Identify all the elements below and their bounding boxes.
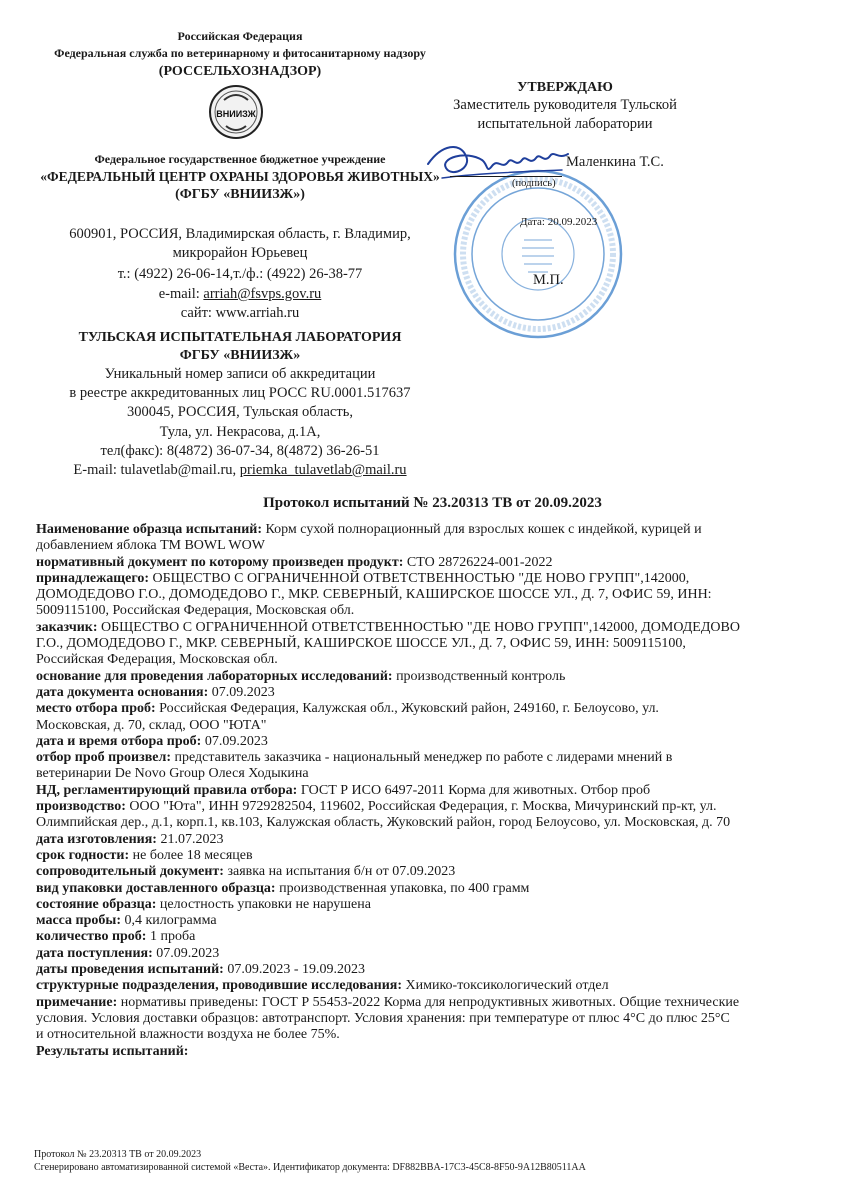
package-value: производственная упаковка, по 400 грамм	[279, 880, 530, 896]
accompanying-doc-label: сопроводительный документ:	[36, 864, 224, 880]
manufacture-date-label: дата изготовления:	[36, 831, 157, 847]
mass-value: 0,4 килограмма	[124, 913, 217, 929]
accompanying-doc-row	[36, 864, 836, 880]
vniizzh-logo	[208, 82, 264, 142]
accreditation-line-2: в реестре аккредитованных лиц РОСС RU.0001.517637	[69, 385, 411, 401]
owner-value: ОБЩЕСТВО С ОГРАНИЧЕННОЙ ОТВЕТСТВЕННОСТЬЮ "ДЕ НОВО ГРУПП",142000,	[152, 570, 690, 586]
note-row	[36, 995, 836, 1011]
sampler-row	[36, 750, 836, 766]
count-label: количество проб:	[36, 929, 147, 945]
manufacture-date-row	[36, 832, 836, 848]
doc-date-row	[36, 685, 836, 701]
institution-short: (ФГБУ «ВНИИЗЖ»)	[175, 187, 305, 202]
sample-name-value: Корм сухой полнорационный для взрослых кошек с индейкой, курицей и	[265, 522, 702, 537]
sampler-row-cont: ветеринарии De Novo Group Олеся Ходыкина	[36, 766, 309, 782]
test-dates-value: 07.09.2023 - 19.09.2023	[227, 962, 365, 978]
producer-row	[36, 799, 836, 815]
sampler-value: представитель заказчика - национальный менеджер по работе с лидерами мнений в	[174, 750, 673, 766]
note-label: примечание:	[36, 994, 118, 1010]
customer-row	[36, 620, 836, 636]
lab-address-line-2: Тула, ул. Некрасова, д.1А,	[159, 424, 321, 440]
protocol-title: Протокол испытаний № 23.20313 ТВ от 20.09.2023	[263, 495, 602, 511]
lab-phone: тел(факс): 8(4872) 36-07-34, 8(4872) 36-26-51	[100, 443, 380, 459]
country: Российская Федерация	[177, 29, 303, 43]
lab-email-line	[20, 462, 460, 479]
lab-email-1: E-mail: tulavetlab@mail.ru,	[73, 462, 237, 478]
norm-doc-row	[36, 555, 836, 571]
sampling-place-value: Российская Федерация, Калужская обл., Жуковский район, 249160, г. Белоусово, ул.	[159, 701, 659, 717]
phone: т.: (4922) 26-06-14,т./ф.: (4922) 26-38-77	[117, 266, 363, 282]
shelf-life-value: не более 18 месяцев	[132, 847, 253, 863]
owner-row-cont-1: ДОМОДЕДОВО Г.О., ДОМОДЕДОВО Г., МКР. СЕВЕРНЫЙ, КАШИРСКОЕ ШОССЕ УЛ., Д. 7, ОФИС 59, ИНН:	[36, 587, 712, 603]
agency-name: Федеральная служба по ветеринарному и фитосанитарному надзору	[54, 46, 426, 60]
round-stamp	[452, 168, 624, 340]
producer-label: производство:	[36, 799, 126, 815]
signature-caption: (подпись)	[512, 178, 556, 189]
package-row	[36, 881, 836, 897]
institution-type: Федеральное государственное бюджетное учреждение	[94, 152, 386, 166]
norm-doc-value: СТО 28726224-001-2022	[406, 554, 553, 570]
protocol-body	[36, 522, 836, 1060]
note-value: нормативы приведены: ГОСТ Р 55453-2022 Корма для непродуктивных животных. Общие технические	[120, 994, 740, 1010]
owner-row	[36, 571, 836, 587]
test-dates-row	[36, 962, 836, 978]
email-label: e-mail:	[158, 286, 200, 302]
sample-name-label: Наименование образца испытаний:	[36, 522, 262, 537]
email-link[interactable]: arriah@fsvps.gov.ru	[203, 286, 322, 302]
basis-row	[36, 669, 836, 685]
doc-date-label: дата документа основания:	[36, 684, 209, 700]
owner-row-cont-2: 5009115100, Российская Федерация, Московская обл.	[36, 603, 355, 619]
signature-line	[450, 176, 562, 177]
shelf-life-row	[36, 848, 836, 864]
producer-value: ООО "Юта", ИНН 9729282504, 119602, Российская Федерация, г. Москва, Мичуринский пр-кт, ул.	[129, 799, 717, 815]
approval-date: Дата: 20.09.2023	[520, 216, 598, 228]
footer-protocol: Протокол № 23.20313 ТВ от 20.09.2023	[34, 1149, 202, 1160]
sampling-place-row-cont: Московская, д. 70, склад, ООО "ЮТА"	[36, 717, 267, 733]
sampling-rules-value: ГОСТ Р ИСО 6497-2011 Корма для животных. Отбор проб	[300, 782, 651, 798]
sample-name-row-cont: добавлением яблока ТМ BOWL WOW	[36, 538, 265, 554]
agency-short: (РОССЕЛЬХОЗНАДЗОР)	[158, 64, 322, 79]
lab-name: ТУЛЬСКАЯ ИСПЫТАТЕЛЬНАЯ ЛАБОРАТОРИЯ	[78, 330, 402, 345]
customer-row-cont-1: Г.О., ДОМОДЕДОВО Г., МКР. СЕВЕРНЫЙ, КАШИРСКОЕ ШОССЕ УЛ., Д. 7, ОФИС 59, ИНН: 5009115100,	[36, 636, 686, 652]
sampling-place-row	[36, 701, 836, 717]
address-line-1: 600901, РОССИЯ, Владимирская область, г. Владимир,	[69, 226, 411, 242]
condition-row	[36, 897, 836, 913]
address-line-2: микрорайон Юрьевец	[172, 245, 308, 261]
customer-label: заказчик:	[36, 619, 98, 635]
sampling-datetime-value: 07.09.2023	[204, 733, 268, 749]
received-value: 07.09.2023	[156, 945, 220, 961]
footer-generated: Сгенерировано автоматизированной системой «Веста». Идентификатор документа: DF882BBA-17C3-45C8-8F50-9A12B80511AA	[34, 1162, 586, 1173]
institution-name: «ФЕДЕРАЛЬНЫЙ ЦЕНТР ОХРАНЫ ЗДОРОВЬЯ ЖИВОТНЫХ»	[40, 169, 440, 184]
received-row	[36, 946, 836, 962]
lab-org: ФГБУ «ВНИИЗЖ»	[179, 348, 301, 363]
condition-value: целостность упаковки не нарушена	[159, 896, 371, 912]
lab-email-2-link[interactable]: priemka_tulavetlab@mail.ru	[239, 462, 407, 478]
sampling-datetime-row	[36, 734, 836, 750]
customer-value: ОБЩЕСТВО С ОГРАНИЧЕННОЙ ОТВЕТСТВЕННОСТЬЮ "ДЕ НОВО ГРУПП",142000, ДОМОДЕДОВО	[101, 619, 740, 635]
basis-value: производственный контроль	[396, 668, 566, 684]
units-label: структурные подразделения, проводившие исследования:	[36, 978, 403, 994]
website: сайт: www.arriah.ru	[180, 305, 300, 321]
customer-row-cont-2: Российская Федерация, Московская обл.	[36, 652, 278, 668]
sampling-datetime-label: дата и время отбора проб:	[36, 733, 202, 749]
count-row	[36, 929, 836, 945]
mass-row	[36, 913, 836, 929]
note-row-cont-1: условия. Условия доставки образцов: автотранспорт. Условия хранения: при температуре от плюс 4°С до плюс 25°С	[36, 1010, 730, 1026]
accreditation-line-1: Уникальный номер записи об аккредитации	[104, 366, 376, 382]
shelf-life-label: срок годности:	[36, 847, 130, 863]
package-label: вид упаковки доставленного образца:	[36, 880, 276, 896]
owner-label: принадлежащего:	[36, 570, 149, 586]
doc-date-value: 07.09.2023	[211, 684, 275, 700]
stamp-label: М.П.	[533, 272, 564, 288]
test-dates-label: даты проведения испытаний:	[36, 962, 224, 978]
producer-row-cont: Олимпийская дер., д.1, корп.1, кв.103, Калужская область, Жуковский район, город Белоусово, ул. Московская, д. 70	[36, 815, 731, 831]
results-heading: Результаты испытаний:	[36, 1043, 189, 1059]
sample-name-row	[36, 522, 836, 538]
approver-position-2: испытательной лаборатории	[477, 116, 653, 132]
approve-title: УТВЕРЖДАЮ	[517, 80, 613, 95]
signer-name: Маленкина Т.С.	[566, 154, 664, 170]
condition-label: состояние образца:	[36, 896, 157, 912]
units-row	[36, 978, 836, 994]
approver-position-1: Заместитель руководителя Тульской	[453, 97, 677, 113]
lab-address-line-1: 300045, РОССИЯ, Тульская область,	[127, 404, 353, 420]
email-line	[20, 286, 460, 303]
mass-label: масса пробы:	[36, 913, 121, 929]
logo-text: ВНИИЗЖ	[216, 109, 256, 119]
norm-doc-label: нормативный документ по которому произведен продукт:	[36, 554, 404, 570]
sampling-place-label: место отбора проб:	[36, 701, 156, 717]
accompanying-doc-value: заявка на испытания б/н от 07.09.2023	[227, 864, 456, 880]
manufacture-date-value: 21.07.2023	[160, 831, 224, 847]
received-label: дата поступления:	[36, 945, 153, 961]
sampling-rules-row	[36, 783, 836, 799]
count-value: 1 проба	[149, 929, 196, 945]
basis-label: основание для проведения лабораторных исследований:	[36, 668, 393, 684]
sampling-rules-label: НД, регламентирующий правила отбора:	[36, 782, 298, 798]
sampler-label: отбор проб произвел:	[36, 750, 171, 766]
units-value: Химико-токсикологический отдел	[405, 978, 609, 994]
note-row-cont-2: и относительной влажности воздуха не более 75%.	[36, 1027, 340, 1043]
